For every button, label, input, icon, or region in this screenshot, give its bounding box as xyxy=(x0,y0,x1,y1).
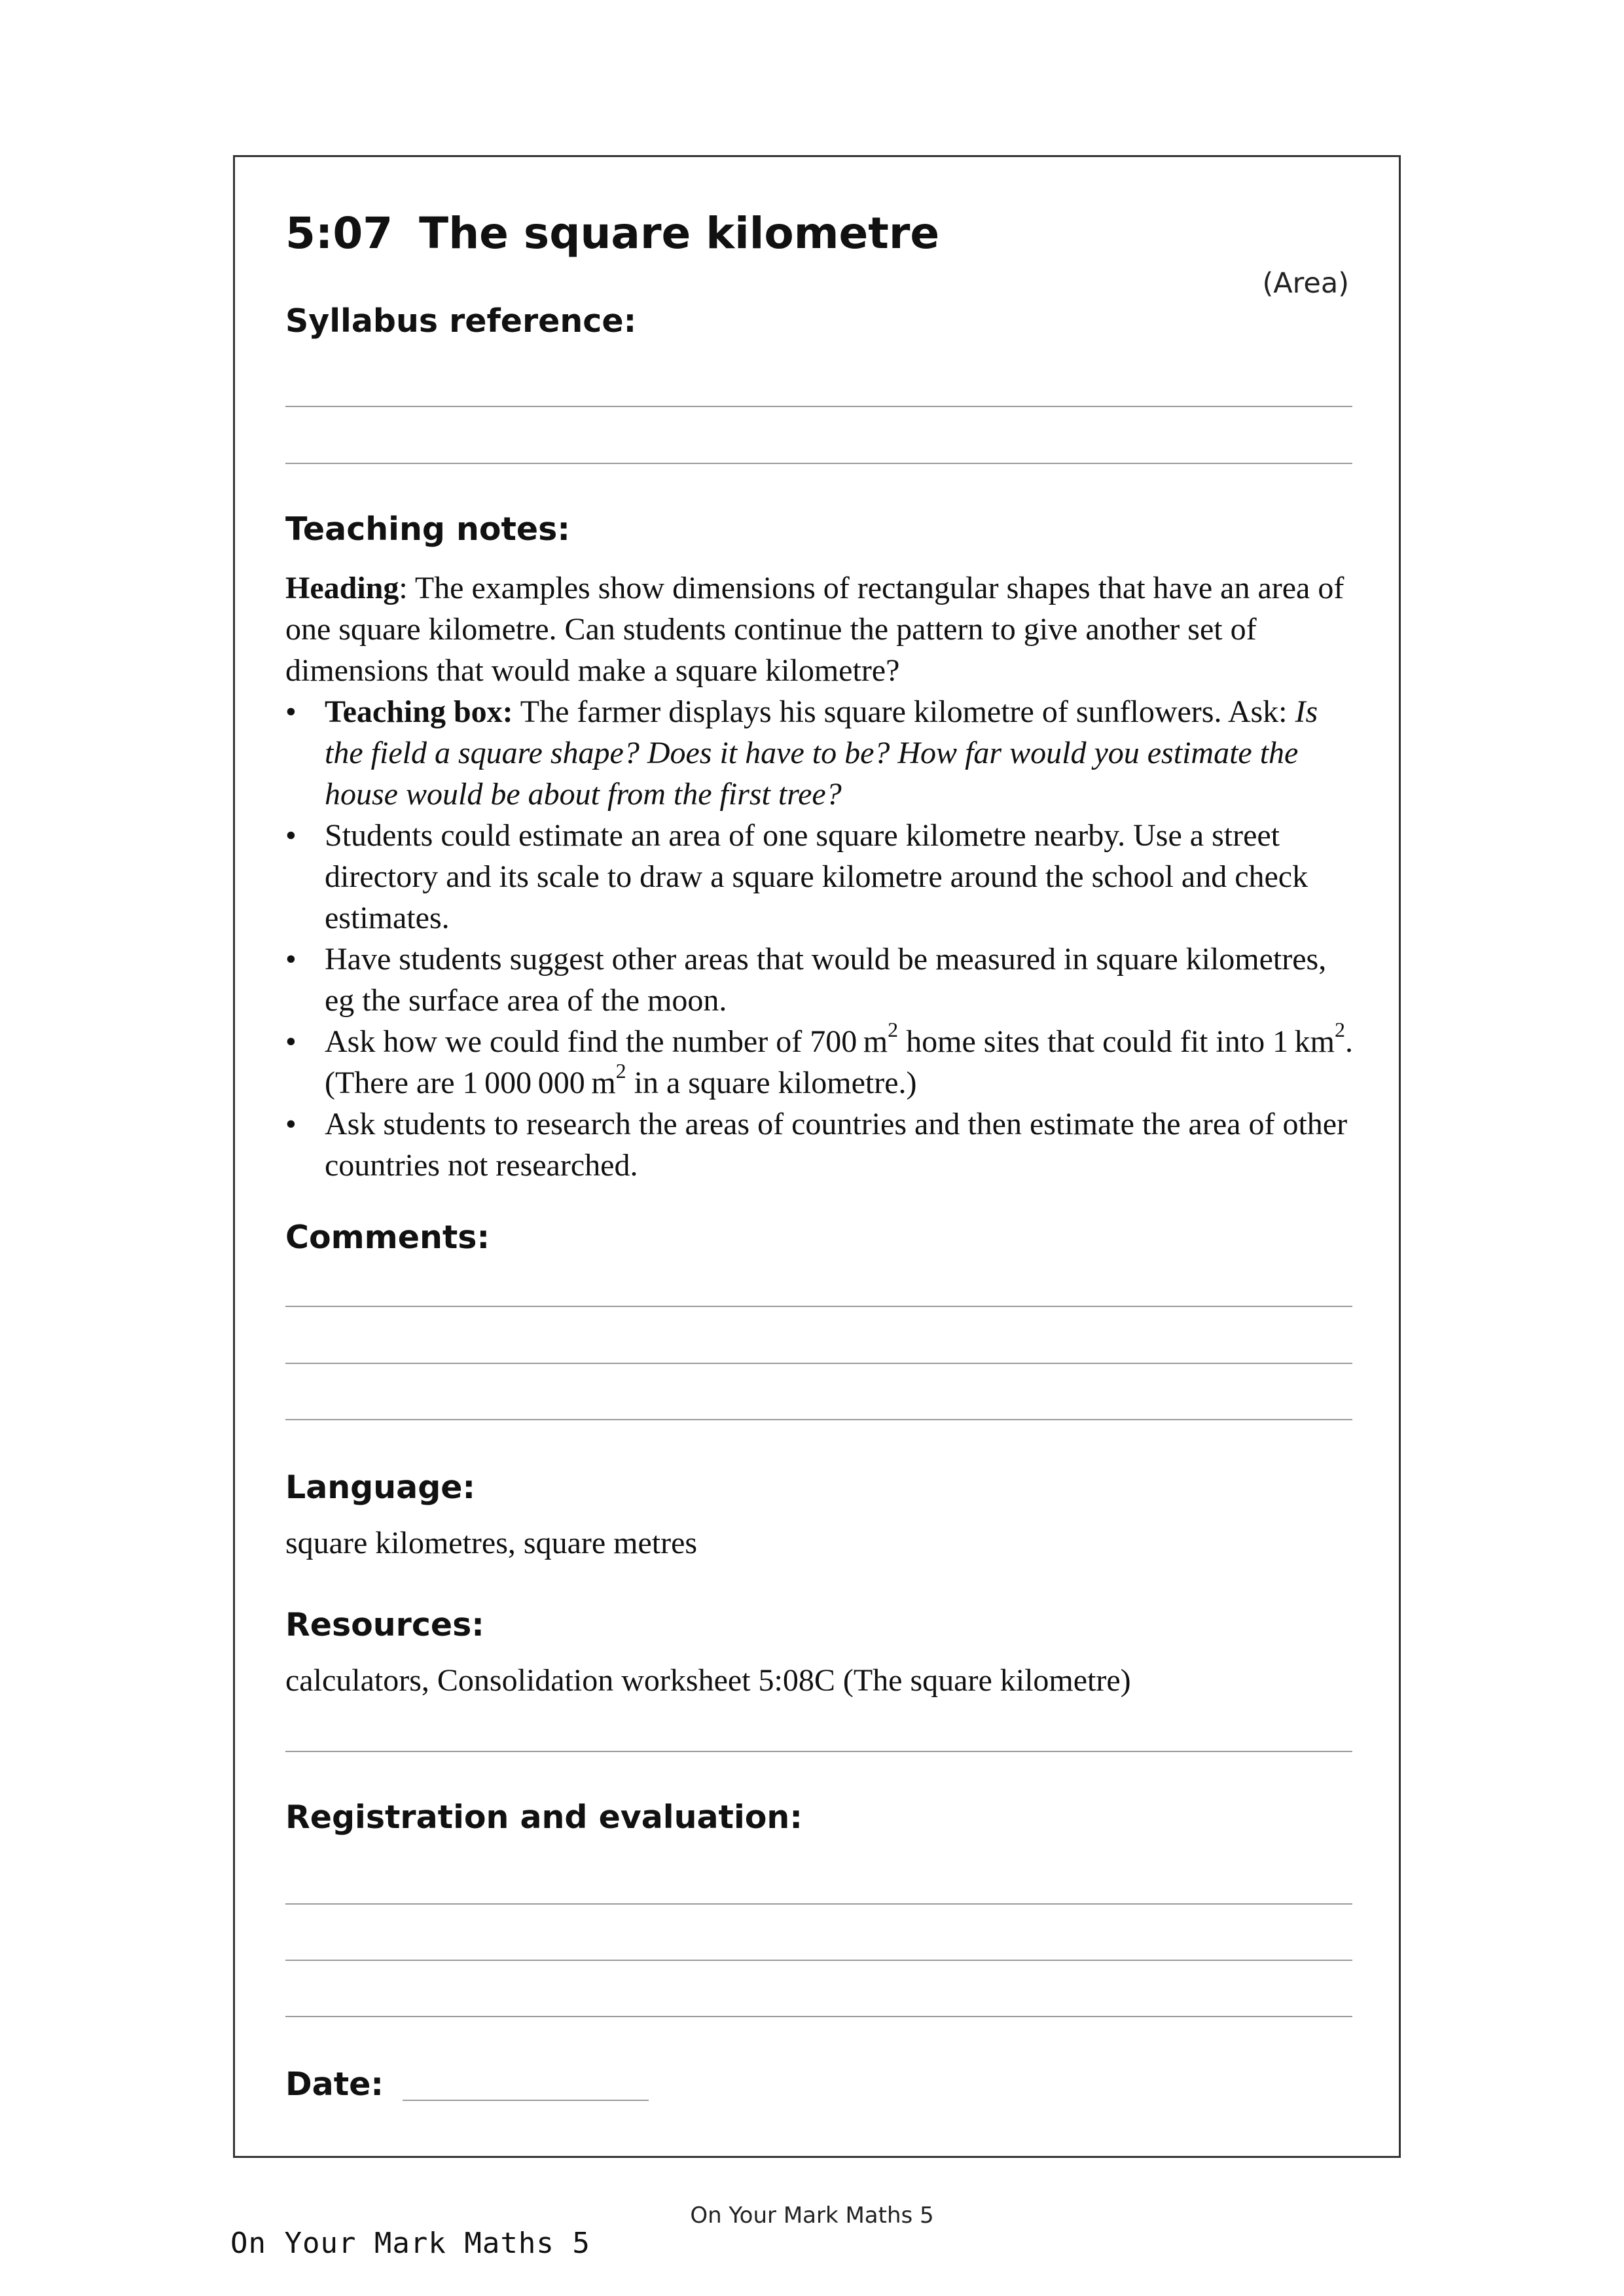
page-title xyxy=(285,208,939,259)
teaching-box-questions: Is the field a square shape? Does it have to be? How far would you estimate the house would be about from the first tree? xyxy=(325,694,1318,812)
heading-label: Heading xyxy=(285,571,399,605)
registration-line-3[interactable] xyxy=(285,2016,1352,2017)
list-item: • Ask students to research the areas of countries and then estimate the area of other countries not researched. xyxy=(285,1103,1359,1186)
registration-line-1[interactable] xyxy=(285,1903,1352,1905)
syllabus-line-2[interactable] xyxy=(285,463,1352,464)
teaching-notes-body xyxy=(285,567,1359,1186)
list-item: • Students could estimate an area of one square kilometre nearby. Use a street directory and its scale to draw a square kilometre around the school and check estimates. xyxy=(285,815,1359,939)
comments-line-2[interactable] xyxy=(285,1363,1352,1364)
notes-list xyxy=(285,691,1359,1186)
resources-heading: Resources: xyxy=(285,1606,484,1643)
resources-line[interactable] xyxy=(285,1751,1352,1752)
comments-line-1[interactable] xyxy=(285,1306,1352,1307)
comments-line-3[interactable] xyxy=(285,1419,1352,1420)
resources-text: calculators, Consolidation worksheet 5:08C (The square kilometre) xyxy=(285,1663,1131,1698)
lesson-number: 5:07 xyxy=(285,208,393,259)
superscript: 2 xyxy=(888,1018,899,1041)
lesson-title: The square kilometre xyxy=(419,208,940,259)
bullet4-part-c: . (There are 1 000 000 m xyxy=(325,1024,1354,1100)
date-label: Date: xyxy=(285,2066,384,2103)
bullet4-part-a: Ask how we could find the number of 700 m xyxy=(325,1024,888,1059)
language-heading: Language: xyxy=(285,1469,476,1506)
registration-line-2[interactable] xyxy=(285,1960,1352,1961)
superscript: 2 xyxy=(1335,1018,1346,1041)
registration-heading: Registration and evaluation: xyxy=(285,1799,803,1836)
strand-label: (Area) xyxy=(1262,267,1349,300)
syllabus-line-1[interactable] xyxy=(285,406,1352,407)
syllabus-heading: Syllabus reference: xyxy=(285,302,637,340)
list-item xyxy=(285,1018,1359,1103)
footer-left: On Your Mark Maths 5 xyxy=(230,2227,590,2260)
date-line[interactable] xyxy=(403,2100,649,2101)
teaching-box-label: Teaching box: xyxy=(325,694,513,729)
superscript: 2 xyxy=(615,1059,626,1083)
bullet4-part-b: home sites that could fit into 1 km xyxy=(898,1024,1335,1059)
teaching-notes-heading: Teaching notes: xyxy=(285,511,570,548)
comments-heading: Comments: xyxy=(285,1219,490,1256)
heading-note xyxy=(285,567,1359,691)
footer-center: On Your Mark Maths 5 xyxy=(690,2202,934,2229)
heading-text: : The examples show dimensions of rectangular shapes that have an area of one square kilometre. Can students continue the pattern to give another set of dimensions that would make a square kilometre? xyxy=(285,571,1344,688)
list-item xyxy=(285,691,1359,815)
teaching-box-text: The farmer displays his square kilometre of sunflowers. Ask: xyxy=(513,694,1288,729)
bullet4-part-d: in a square kilometre.) xyxy=(626,1066,917,1100)
language-text: square kilometres, square metres xyxy=(285,1526,698,1560)
list-item: • Have students suggest other areas that would be measured in square kilometres, eg the surface area of the moon. xyxy=(285,939,1359,1021)
